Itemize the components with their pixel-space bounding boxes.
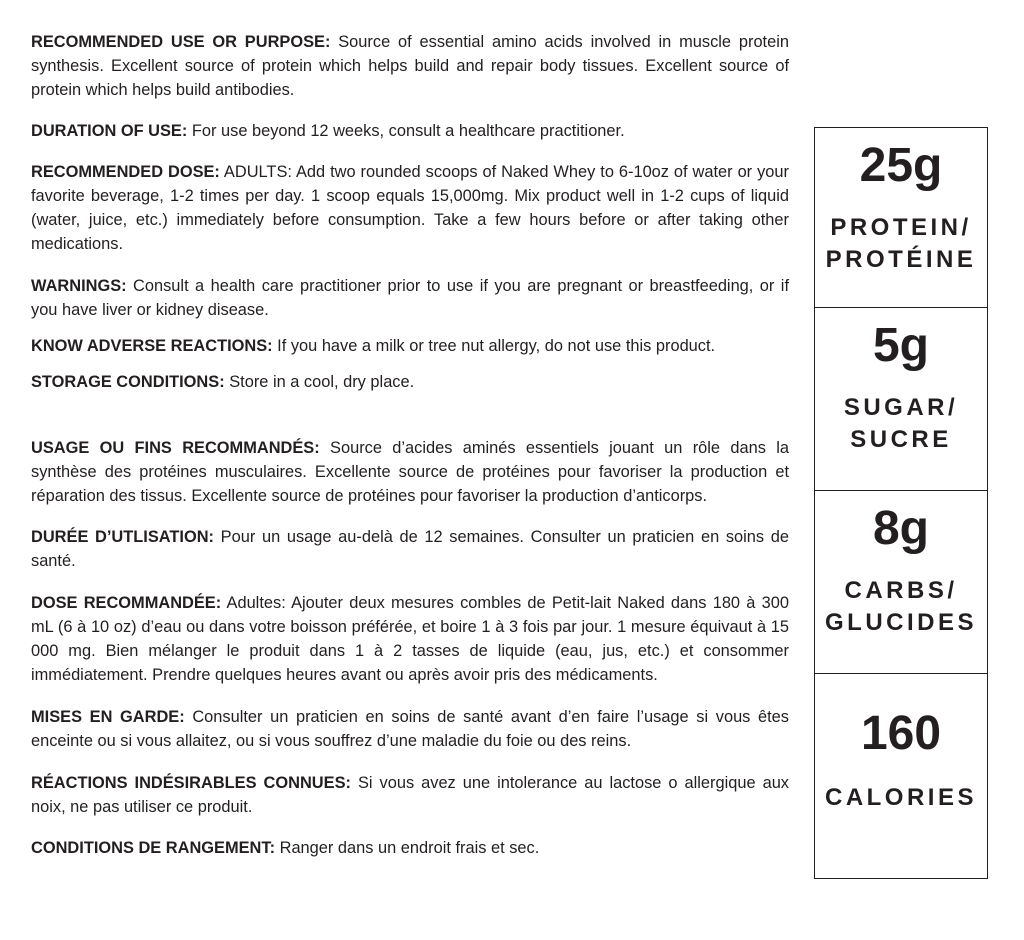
en-storage-conditions [31,370,789,394]
protein-value: 25g [859,139,943,192]
calories-value: 160 [860,707,942,760]
protein-fact [815,138,987,308]
fr-dose-recommandee [31,591,789,687]
section-text: For use beyond 12 weeks, consult a healthcare practitioner. [187,122,625,140]
sugar-value: 5g [872,319,929,372]
fr-usage-recommandes [31,436,789,508]
section-text: ADULTS: Add two rounded scoops of Naked Whey to 6-10oz of water or your favorite beverage, 1-2 times per day. 1 scoop equals 15,000mg. Mix product well in 1-2 cups of liquid (water, juice, etc.) immediately before consumption. Take a few hours before or after taking other medications. [31,163,789,253]
label-text-column [31,30,789,860]
section-label: CONDITIONS DE RANGEMENT: [31,839,276,857]
en-warnings [31,274,789,322]
section-label: KNOW ADVERSE REACTIONS: [31,337,273,355]
en-adverse-reactions [31,334,789,358]
section-text: Consulter un praticien en soins de santé avant d’en faire l’usage si vous êtes enceinte ou si vous allaitez, ou si vous souffrez d’une maladie du foie ou des reins. [31,708,789,750]
carbs-label: CARBS/ GLUCIDES [824,577,977,636]
protein-label: PROTEIN/ PROTÉINE [825,214,977,273]
fr-conditions-rangement [31,836,789,860]
section-text: Source d’acides aminés essentiels jouant un rôle dans la synthèse des protéines musculaires. Excellente source de protéines pour favoriser la production et réparation des tissus. Excellente source de protéines pour favoriser la production d’anticorps. [31,439,789,505]
carbs-fact [815,501,987,674]
calories-label: CALORIES [824,784,977,811]
section-label: MISES EN GARDE: [31,708,185,726]
en-recommended-dose [31,160,789,256]
section-text: If you have a milk or tree nut allergy, do not use this product. [272,337,716,355]
section-label: DOSE RECOMMANDÉE: [31,594,222,612]
section-text: Consult a health care practitioner prior to use if you are pregnant or breastfeeding, or if you have liver or kidney disease. [31,277,789,319]
en-duration-of-use [31,119,789,143]
fr-reactions-indesirables [31,771,789,819]
section-label: RECOMMENDED USE OR PURPOSE: [31,33,331,51]
section-text: Store in a cool, dry place. [224,373,415,391]
section-text: Adultes: Ajouter deux mesures combles de Petit-lait Naked dans 180 à 300 mL (6 à 10 oz) d’eau ou dans votre boisson préférée, et boire 1 à 3 fois par jour. 1 mesure équivaut à 15 000 mg. Bien mélanger le produit dans 1 à 2 tasses de liquide (eau, jus, etc.) et consommer immédiatement. Prendre quelques heures avant ou après avoir pris des médicaments. [31,594,789,684]
section-label: DURATION OF USE: [31,122,188,140]
section-label: RECOMMENDED DOSE: [31,163,220,181]
sugar-fact [815,318,987,491]
calories-fact [815,706,987,878]
section-text: Si vous avez une intolerance au lactose o allergique aux noix, ne pas utiliser ce produit. [31,774,790,816]
section-text: Ranger dans un endroit frais et sec. [275,839,540,857]
section-text: Source of essential amino acids involved in muscle protein synthesis. Excellent source of protein which helps build and repair body tissues. Excellent source of protein which helps build antibodies. [31,33,789,99]
section-label: RÉACTIONS INDÉSIRABLES CONNUES: [31,774,351,792]
section-label: STORAGE CONDITIONS: [31,373,225,391]
sugar-label: SUGAR/ SUCRE [843,394,959,453]
nutrition-facts-box [814,127,988,879]
section-text: Pour un usage au-delà de 12 semaines. Consulter un praticien en soins de santé. [31,528,789,570]
fr-duree-utilisation [31,525,789,573]
section-label: WARNINGS: [31,277,127,295]
fr-mises-en-garde [31,705,789,753]
section-label: DURÉE D’UTLISATION: [31,528,215,546]
carbs-value: 8g [872,502,929,555]
section-label: USAGE OU FINS RECOMMANDÉS: [31,439,320,457]
en-recommended-use [31,30,789,102]
